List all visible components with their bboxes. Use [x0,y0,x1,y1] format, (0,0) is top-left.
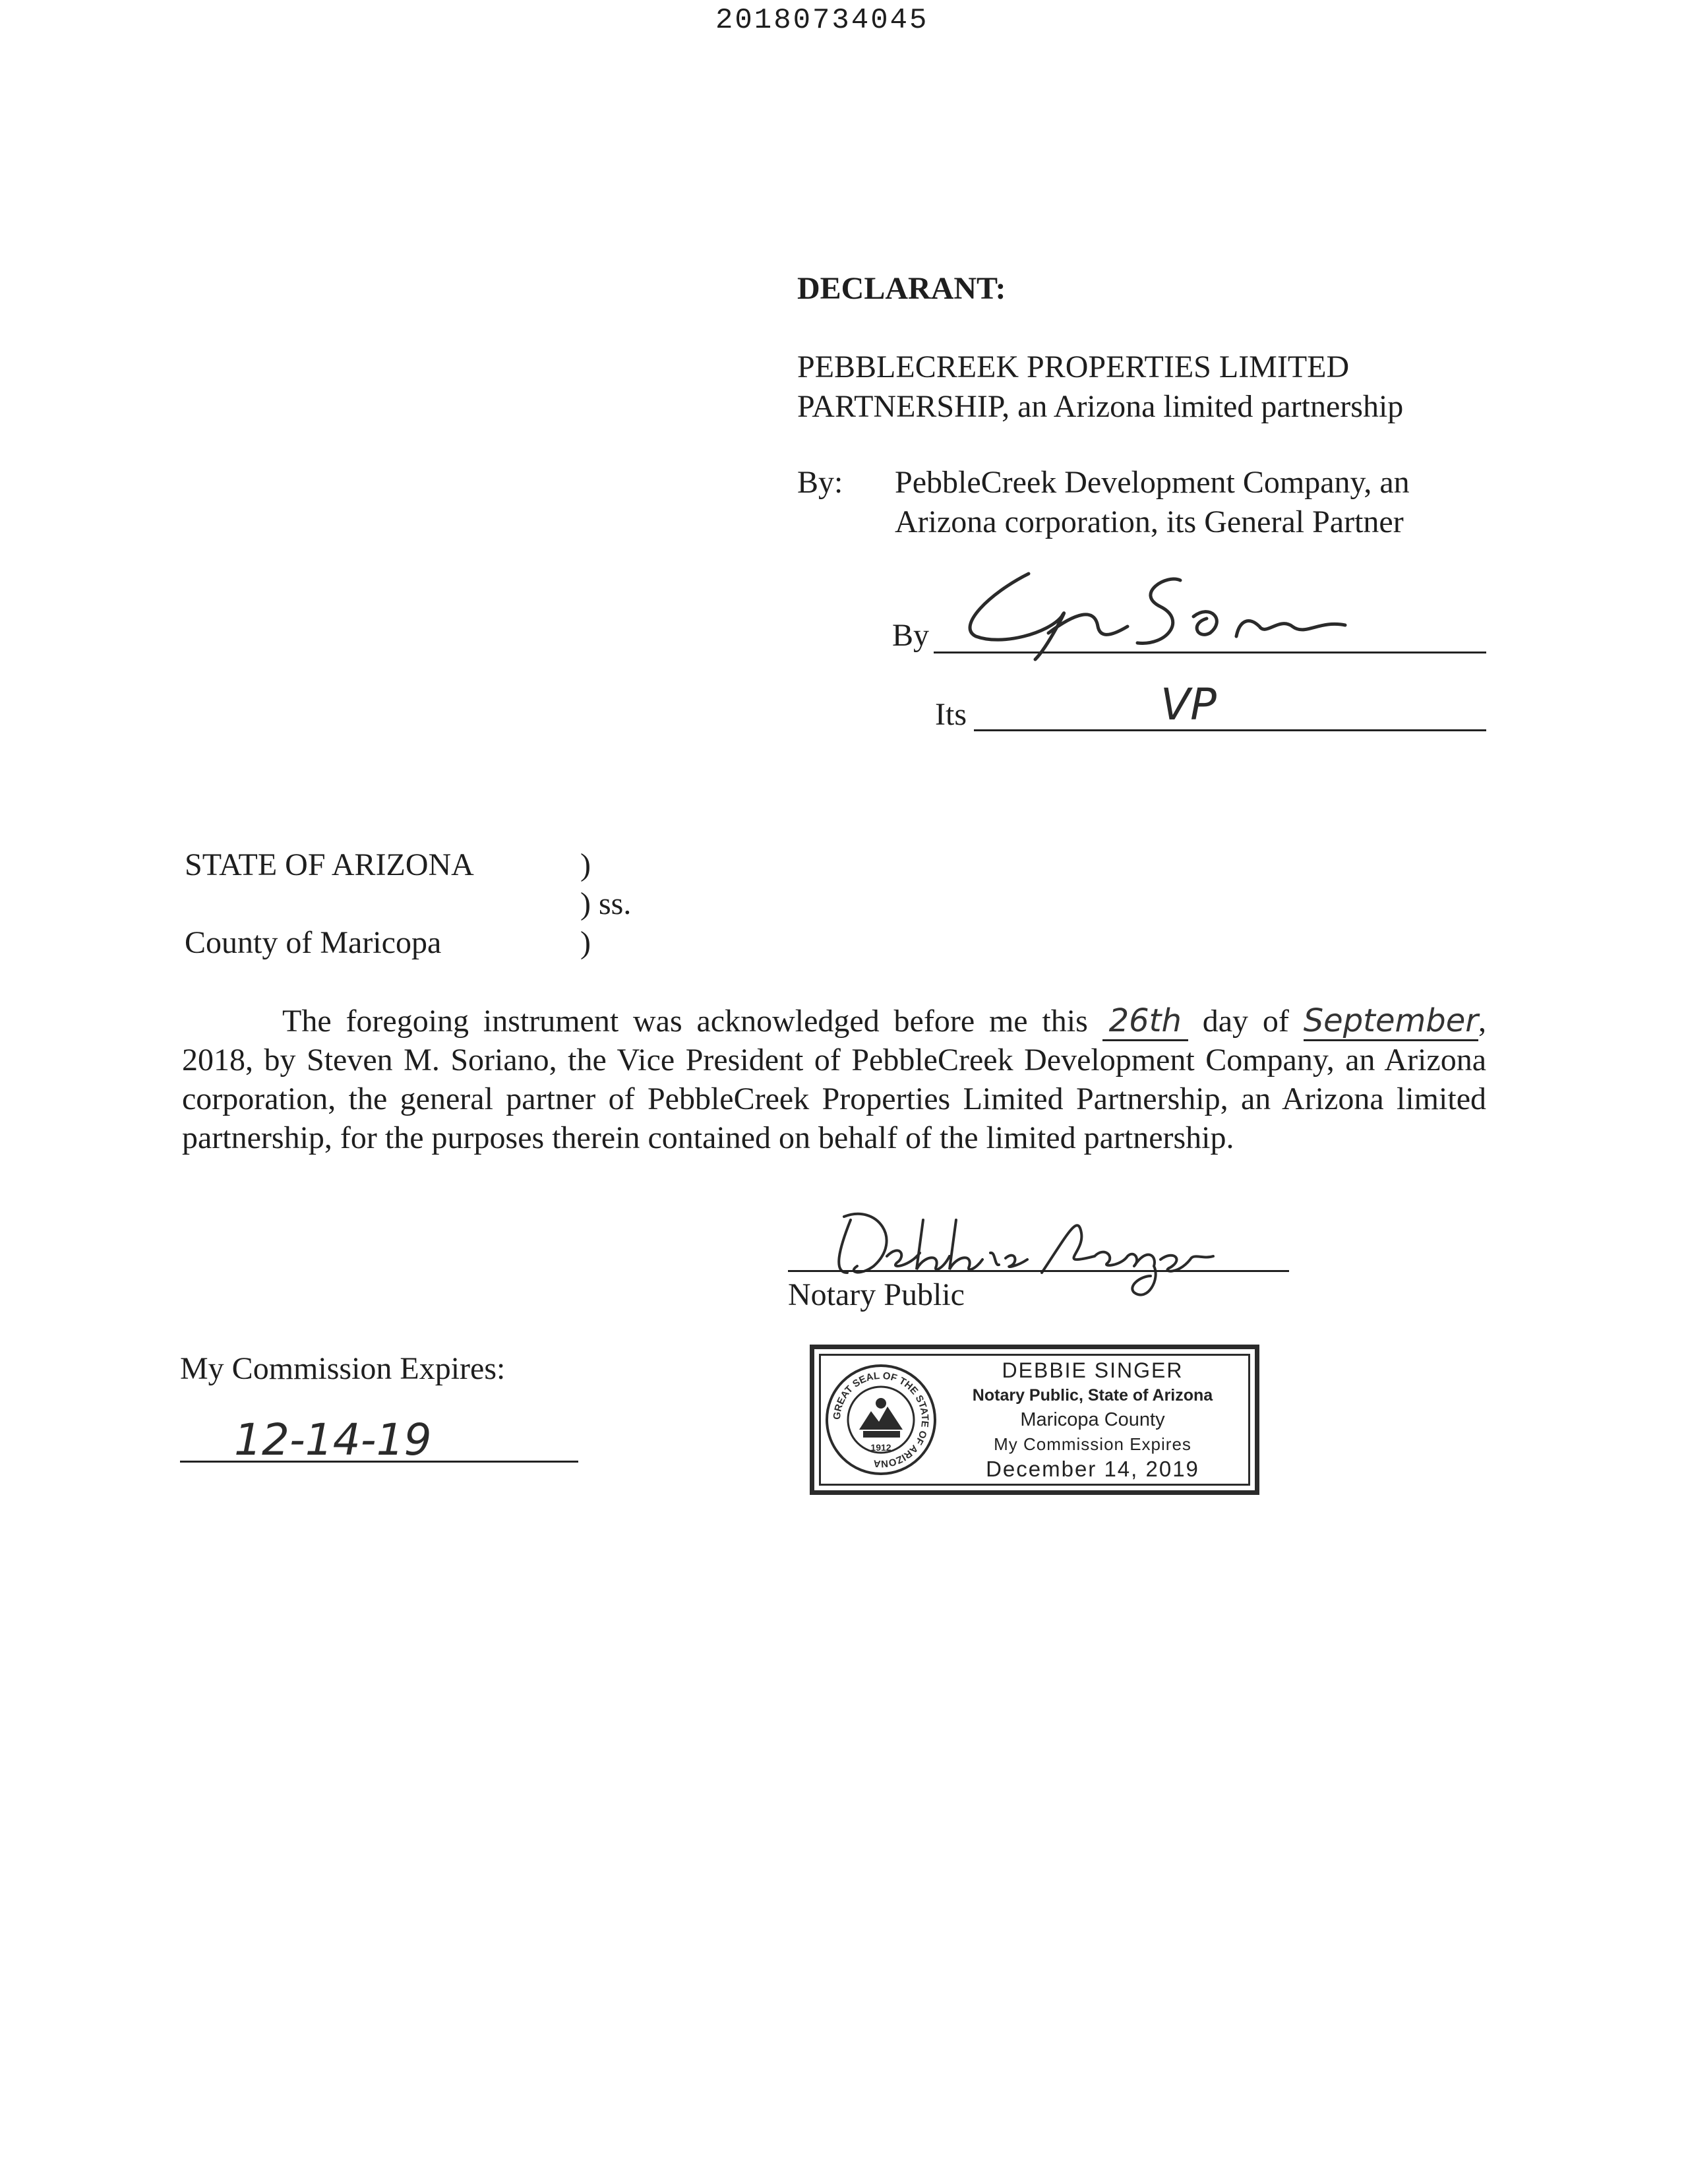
its-value: VP [1160,679,1217,730]
ss-label: ) ss. [580,886,632,921]
its-line [974,729,1486,731]
seal-text: GREAT SEAL OF THE STATE OF ARIZONA [831,1370,931,1470]
general-partner-line2: Arizona corporation, its General Partner [895,504,1404,539]
state-seal-icon [825,1364,937,1476]
declarant-entity-line1: PEBBLECREEK PROPERTIES LIMITED [797,349,1350,384]
commission-date-line [180,1461,578,1463]
ack-text-part3: , 2018, by Steven M. Soriano, the Vice President of PebbleCreek Development Company, an Arizona corporation, the general partner of PebbleCreek Properties Limited Partnership, an Arizona limited partnership, for the purposes therein contained on behalf of the limited partnership. [182,1004,1487,1155]
venue-paren-top: ) [580,847,591,882]
ack-month: September [1304,1002,1478,1041]
stamp-county: Maricopa County [1020,1409,1165,1430]
county-label: County of Maricopa [185,925,442,960]
general-partner-line1: PebbleCreek Development Company, an [895,465,1410,500]
declarant-entity-line2: PARTNERSHIP, an Arizona limited partnership [797,389,1404,424]
commission-expires-label: My Commission Expires: [180,1351,506,1386]
notary-public-label: Notary Public [788,1277,965,1312]
notary-signature-line [788,1270,1289,1272]
by-label: By: [797,465,843,500]
stamp-name: DEBBIE SINGER [1002,1358,1184,1382]
ack-day: 26th [1102,1002,1188,1041]
ack-text-part1: The foregoing instrument was acknowledged before me this [282,1004,1088,1039]
seal-year: 1912 [870,1442,891,1453]
its-label: Its [935,697,967,732]
notary-stamp [810,1345,1259,1495]
state-label: STATE OF ARIZONA [185,847,474,882]
acknowledgment-paragraph [182,1002,1486,1157]
ack-text-part2: day of [1202,1004,1289,1039]
document-number: 20180734045 [715,4,929,37]
stamp-text-block [938,1357,1247,1482]
venue-paren-bottom: ) [580,925,591,960]
declarant-signature [950,554,1372,666]
stamp-title: Notary Public, State of Arizona [972,1386,1213,1405]
commission-expiration-date: 12-14-19 [234,1414,432,1465]
stamp-expires-label: My Commission Expires [994,1434,1191,1454]
declarant-heading: DECLARANT: [797,271,1006,306]
stamp-expires-date: December 14, 2019 [986,1457,1199,1481]
signature-by-label: By [892,618,930,653]
